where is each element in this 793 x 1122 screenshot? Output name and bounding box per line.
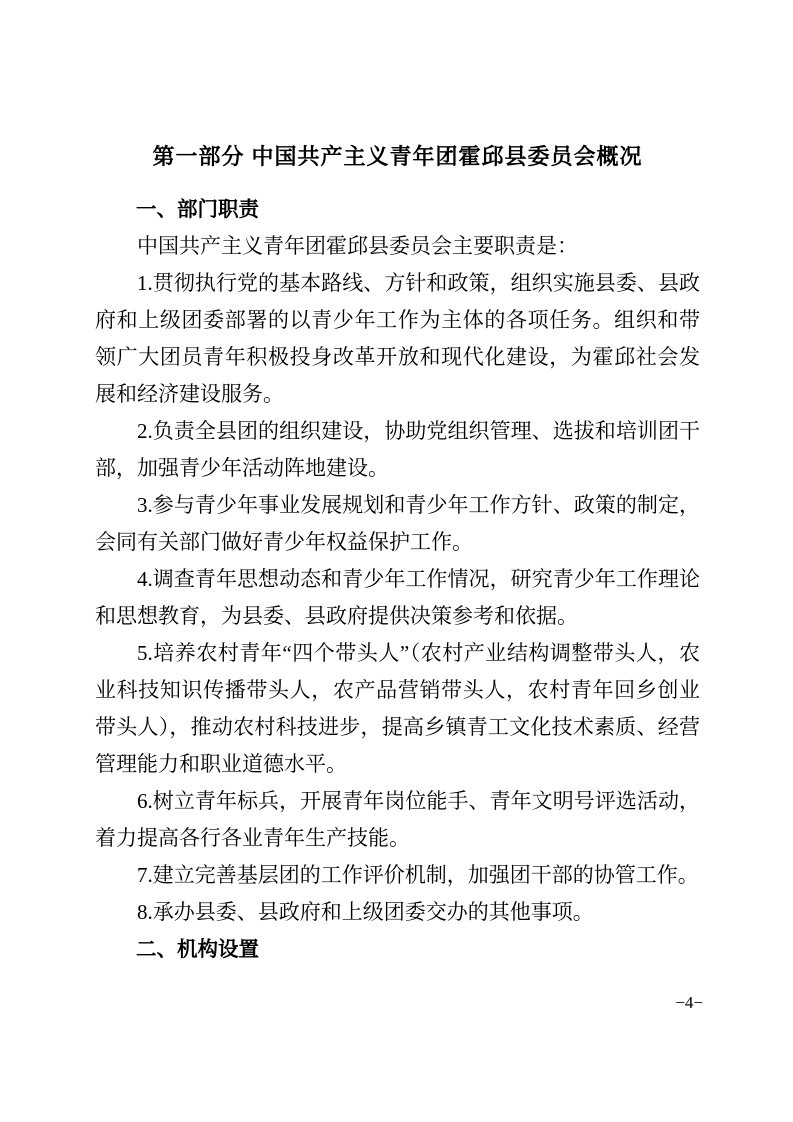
paragraph-item-4: 4.调查青年思想动态和青少年工作情况，研究青少年工作理论和思想教育，为县委、县政府提供决策参考和依据。 bbox=[95, 567, 700, 628]
paragraph-item-5: 5.培养农村青年“四个带头人”（农村产业结构调整带头人，农业科技知识传播带头人，农产品营销带头人，农村青年回乡创业带头人），推动农村科技进步，提高乡镇青工文化技术素质、经营管理能力和职业道德水平。 bbox=[95, 641, 700, 776]
document-title: 第一部分 中国共产主义青年团霍邱县委员会概况 bbox=[152, 144, 643, 169]
section-heading-duties: 一、部门职责 bbox=[136, 198, 259, 221]
paragraph-item-3: 3.参与青少年事业发展规划和青少年工作方针、政策的制定，会同有关部门做好青少年权益保护工作。 bbox=[95, 493, 700, 554]
paragraph-item-6: 6.树立青年标兵，开展青年岗位能手、青年文明号评选活动，着力提高各行各业青年生产技能。 bbox=[95, 789, 700, 850]
page-number: −4− bbox=[675, 993, 703, 1012]
paragraph-item-1: 1.贯彻执行党的基本路线、方针和政策，组织实施县委、县政府和上级团委部署的以青少年工作为主体的各项任务。组织和带领广大团员青年积极投身改革开放和现代化建设，为霍邱社会发展和经济建设服务。 bbox=[95, 271, 700, 406]
paragraph-intro: 中国共产主义青年团霍邱县委员会主要职责是： bbox=[137, 234, 578, 258]
paragraph-item-7: 7.建立完善基层团的工作评价机制，加强团干部的协管工作。 bbox=[137, 863, 699, 887]
paragraph-item-8: 8.承办县委、县政府和上级团委交办的其他事项。 bbox=[137, 900, 594, 924]
paragraph-item-2: 2.负责全县团的组织建设，协助党组织管理、选拔和培训团干部，加强青少年活动阵地建设。 bbox=[95, 419, 700, 480]
page-content bbox=[95, 138, 700, 968]
section-heading-organization: 二、机构设置 bbox=[136, 938, 259, 961]
